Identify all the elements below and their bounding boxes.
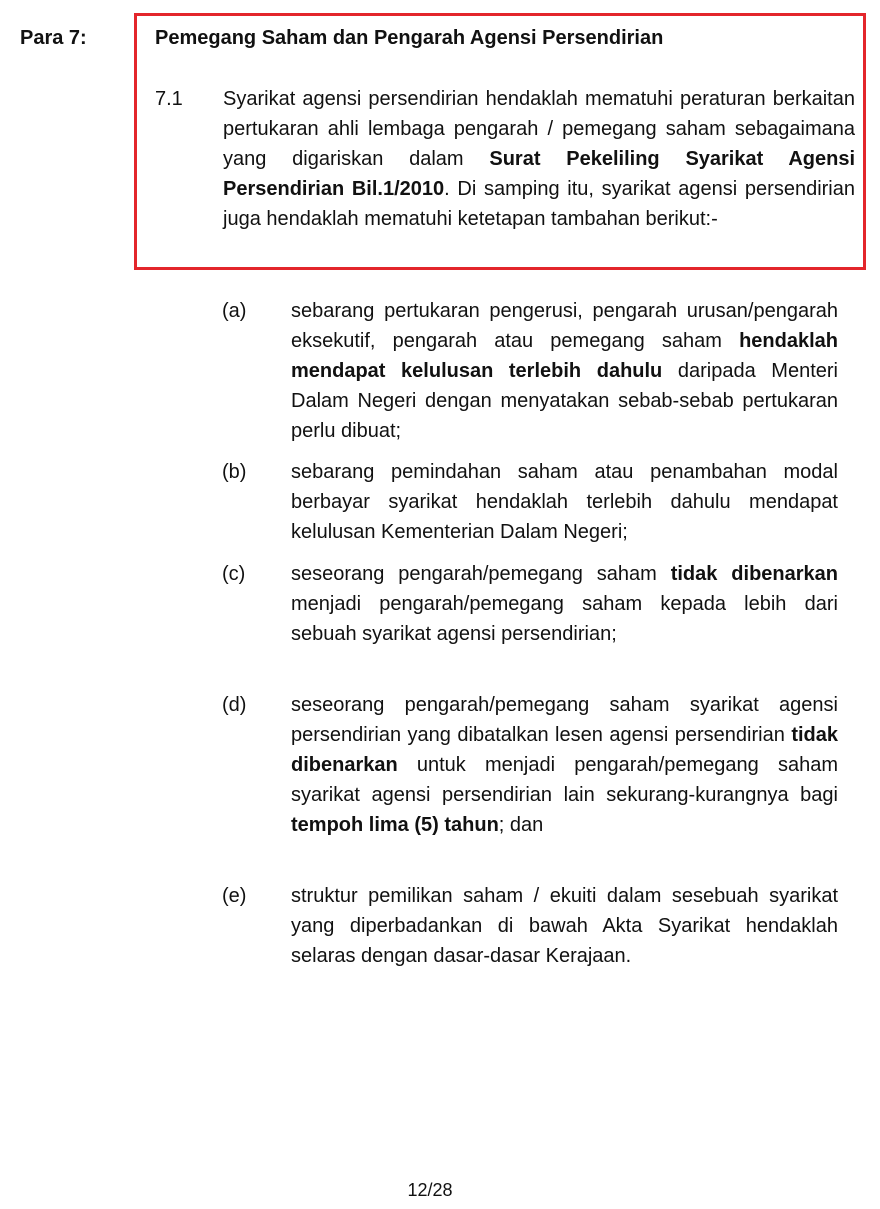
item-segment: sebarang pertukaran pengerusi, pengarah urusan/pengarah eksekutif, pengarah atau pemegang saham xyxy=(291,300,838,352)
item-segment-bold: hendaklah mendapat kelulusan terlebih dahulu xyxy=(291,330,838,382)
item-text xyxy=(291,559,838,649)
item-text xyxy=(291,881,838,971)
item-segment-bold: tidak dibenarkan xyxy=(291,724,838,776)
item-segment: menjadi pengarah/pemegang saham kepada lebih dari sebuah syarikat agensi persendirian; xyxy=(291,593,838,645)
item-text xyxy=(291,457,838,547)
item-segment: seseorang pengarah/pemegang saham syarikat agensi persendirian yang dibatalkan lesen agensi persendirian xyxy=(291,694,838,746)
item-segment: untuk menjadi pengarah/pemegang saham syarikat agensi persendirian lain sekurang-kurangnya bagi xyxy=(291,754,838,806)
item-letter: (c) xyxy=(222,563,246,585)
page-number: 12/28 xyxy=(407,1180,453,1200)
clause-text xyxy=(223,84,855,234)
item-segment: sebarang pemindahan saham atau penambahan modal berbayar syarikat hendaklah terlebih dahulu mendapat kelulusan Kementerian Dalam Negeri; xyxy=(291,461,838,543)
item-segment: ; dan xyxy=(498,814,544,836)
item-letter: (b) xyxy=(222,461,247,483)
clause-segment: . Di samping itu, syarikat agensi persendirian juga hendaklah mematuhi ketetapan tambahan berikut:- xyxy=(223,178,855,230)
item-segment-bold: tempoh lima (5) tahun xyxy=(291,814,499,836)
item-segment: daripada Menteri Dalam Negeri dengan menyatakan sebab-sebab pertukaran perlu dibuat; xyxy=(291,360,838,442)
item-segment: seseorang pengarah/pemegang saham xyxy=(291,563,671,585)
item-text xyxy=(291,296,838,446)
item-letter: (a) xyxy=(222,300,247,322)
clause-number: 7.1 xyxy=(155,88,183,110)
clause-segment-bold: Surat Pekeliling Syarikat Agensi Persendirian Bil.1/2010 xyxy=(223,148,855,200)
item-letter: (d) xyxy=(222,694,247,716)
item-segment-bold: tidak dibenarkan xyxy=(670,563,838,585)
item-segment: struktur pemilikan saham / ekuiti dalam sesebuah syarikat yang diperbadankan di bawah Akta Syarikat hendaklah selaras dengan dasar-dasar Kerajaan. xyxy=(291,885,838,967)
item-letter: (e) xyxy=(222,885,247,907)
item-text xyxy=(291,690,838,840)
section-title: Pemegang Saham dan Pengarah Agensi Persendirian xyxy=(155,27,664,49)
clause-segment: Syarikat agensi persendirian hendaklah mematuhi peraturan berkaitan pertukaran ahli lembaga pengarah / pemegang saham sebagaimana yang digariskan dalam xyxy=(223,88,855,170)
para-label: Para 7: xyxy=(20,27,87,49)
